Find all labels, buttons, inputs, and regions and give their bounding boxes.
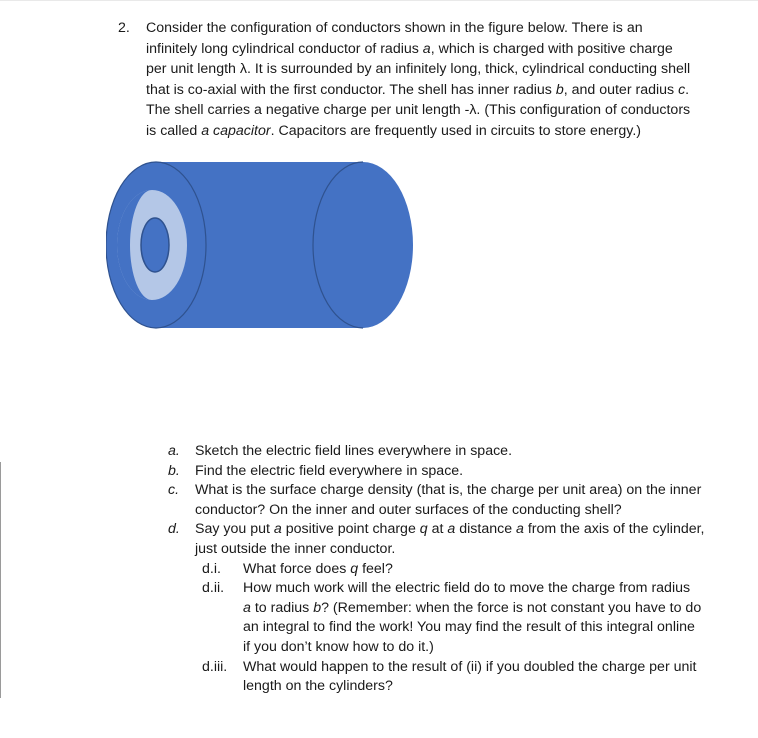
question-line: The shell carries a negative charge per unit length -λ. (This configuration of conductors — [146, 102, 691, 119]
top-border — [0, 0, 758, 1]
part-label: d. — [168, 521, 180, 538]
part-label: c. — [168, 482, 180, 499]
question-line: Consider the configuration of conductors shown in the figure below. There is an — [146, 20, 643, 36]
subpart-label: d.ii. — [202, 580, 225, 597]
part-label: a. — [168, 443, 180, 459]
subpart-line: if you don’t know how to do it.) — [243, 638, 434, 655]
subpart-d-iii — [168, 658, 705, 697]
question-line: infinitely long cylindrical conductor of radius a, which is charged with positive charge — [146, 40, 673, 57]
part-line: Say you put a positive point charge q at a distance a from the axis of the cylinder, — [195, 521, 705, 538]
part-line: just outside the inner conductor. — [195, 540, 396, 557]
subpart-d-ii — [168, 579, 705, 657]
question-line: is called a capacitor. Capacitors are frequently used in circuits to store energy.) — [146, 122, 641, 139]
coaxial-cylinder-figure — [106, 158, 416, 333]
part-label: b. — [168, 462, 180, 479]
question-text — [146, 18, 746, 142]
part-line: Find the electric field everywhere in space. — [195, 462, 464, 479]
part-line: Sketch the electric field lines everywhere in space. — [195, 443, 513, 459]
subpart-label: d.iii. — [202, 658, 228, 675]
part-a — [168, 442, 705, 462]
subpart-d-i — [168, 560, 705, 580]
question-line: per unit length λ. It is surrounded by an infinitely long, thick, cylindrical conducting shell — [146, 61, 691, 78]
subpart-line: How much work will the electric field do to move the charge from radius — [243, 580, 691, 597]
subpart-line: What would happen to the result of (ii) if you doubled the charge per unit — [243, 658, 697, 675]
part-line: conductor? On the inner and outer surfaces of the conducting shell? — [195, 501, 622, 518]
part-b — [168, 462, 705, 482]
question-line: that is co-axial with the first conductor. The shell has inner radius b, and outer radius c. — [146, 81, 690, 98]
subpart-label: d.i. — [202, 560, 221, 577]
question-number: 2. — [118, 20, 130, 36]
subpart-line: length on the cylinders? — [243, 678, 393, 695]
part-d — [168, 520, 705, 559]
inner-conductor — [141, 218, 169, 272]
part-line: What is the surface charge density (that is, the charge per unit area) on the inner — [195, 482, 702, 499]
subpart-line: an integral to find the work! You may find the result of this integral online — [243, 619, 695, 636]
left-margin-line — [0, 462, 1, 698]
question-parts — [168, 442, 705, 697]
part-c — [168, 481, 705, 520]
subpart-line: a to radius b? (Remember: when the force is not constant you have to do — [243, 599, 702, 616]
subpart-line: What force does q feel? — [243, 560, 393, 577]
